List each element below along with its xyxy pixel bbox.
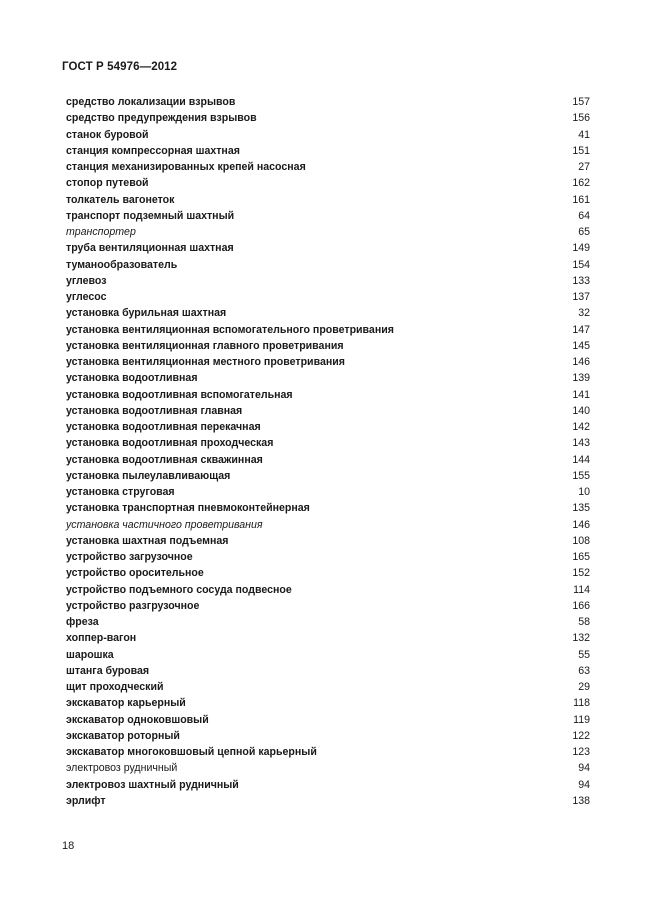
index-entry: [66, 175, 590, 191]
index-term: установка водоотливная вспомогательная: [66, 388, 293, 401]
index-term: установка вентиляционная местного проветривания: [66, 356, 345, 368]
index-page-number: 145: [572, 339, 590, 352]
index-entry: [66, 695, 590, 711]
index-entry: [66, 565, 590, 581]
index-page-number: 63: [578, 664, 590, 677]
index-page-number: 94: [578, 778, 590, 791]
index-entry: [66, 533, 590, 549]
index-entry: [66, 679, 590, 695]
index-page-number: 165: [572, 551, 590, 563]
index-term: устройство оросительное: [66, 567, 204, 580]
index-entry: [66, 305, 590, 321]
index-term: установка водоотливная проходческая: [66, 437, 274, 450]
index-page-number: 123: [572, 746, 590, 758]
index-page-number: 152: [572, 567, 590, 580]
index-entry: [66, 728, 590, 744]
index-entry: [66, 452, 590, 468]
index-page-number: 142: [572, 421, 590, 433]
index-term: толкатель вагонеток: [66, 193, 175, 206]
index-entry: [66, 614, 590, 630]
index-entry: [66, 647, 590, 663]
index-term: хоппер-вагон: [66, 632, 137, 645]
index-page-number: 27: [578, 161, 590, 173]
index-entry: [66, 582, 590, 598]
index-page-number: 151: [572, 144, 590, 157]
index-entry: [66, 257, 590, 273]
index-page-number: 119: [573, 713, 590, 726]
index-page-number: 155: [572, 469, 590, 482]
index-entry: [66, 435, 590, 451]
index-page-number: 141: [572, 388, 590, 401]
index-term: экскаватор карьерный: [66, 697, 186, 710]
index-page-number: 162: [572, 177, 590, 190]
index-term: труба вентиляционная шахтная: [66, 242, 234, 255]
index-page-number: 138: [572, 794, 590, 807]
index-term: установка водоотливная главная: [66, 404, 243, 417]
index-term: углевоз: [66, 274, 107, 287]
index-entry: [66, 712, 590, 728]
index-entry: [66, 127, 590, 143]
index-term: экскаватор роторный: [66, 729, 180, 742]
index-page-number: 137: [572, 291, 590, 303]
index-page-number: 108: [572, 534, 590, 547]
index-term: установка шахтная подъемная: [66, 534, 229, 547]
index-page-number: 156: [572, 112, 590, 125]
index-page-number: 149: [572, 242, 590, 255]
index-entry: [66, 240, 590, 256]
index-entry: [66, 224, 590, 240]
index-entry: [66, 630, 590, 646]
index-term: шарошка: [66, 648, 114, 661]
index-entry: [66, 744, 590, 760]
index-entry: [66, 387, 590, 403]
index-term: эрлифт: [66, 794, 106, 807]
index-entry: [66, 208, 590, 224]
index-term: экскаватор многоковшовый цепной карьерный: [66, 746, 317, 758]
index-page-number: 32: [578, 307, 590, 320]
index-term: электровоз шахтный рудничный: [66, 778, 239, 791]
index-page-number: 146: [572, 518, 590, 531]
index-term: средство локализации взрывов: [66, 96, 236, 108]
index-entry: [66, 663, 590, 679]
index-entry: [66, 403, 590, 419]
index-term: средство предупреждения взрывов: [66, 112, 257, 125]
index-page-number: 118: [573, 697, 590, 710]
index-entry: [66, 354, 590, 370]
index-page-number: 143: [572, 437, 590, 450]
index-entry: [66, 338, 590, 354]
index-page-number: 58: [578, 616, 590, 628]
index-entry: [66, 110, 590, 126]
index-entry: [66, 598, 590, 614]
index-term: устройство подъемного сосуда подвесное: [66, 583, 292, 596]
index-entry: [66, 94, 590, 110]
index-entry: [66, 370, 590, 386]
index-entry: [66, 517, 590, 533]
index-term: туманообразователь: [66, 258, 178, 271]
index-page-number: 139: [572, 372, 590, 385]
page-number: 18: [62, 840, 75, 852]
index-term: станция механизированных крепей насосная: [66, 161, 306, 173]
index-term: стопор путевой: [66, 177, 149, 190]
index-entry: [66, 322, 590, 338]
index-term: установка водоотливная перекачная: [66, 421, 261, 433]
index-entry: [66, 143, 590, 159]
index-page-number: 10: [578, 486, 590, 498]
index-page-number: 29: [578, 681, 590, 693]
index-term: станок буровой: [66, 128, 149, 141]
index-term: установка вентиляционная главного проветривания: [66, 339, 344, 352]
index-term: установка вентиляционная вспомогательного проветривания: [66, 323, 394, 336]
index-entry: [66, 468, 590, 484]
index-page-number: 147: [572, 323, 590, 336]
index-page-number: 135: [572, 502, 590, 515]
index-entry: [66, 289, 590, 305]
index-entry: [66, 793, 590, 809]
index-page-number: 161: [572, 193, 590, 206]
index-entry: [66, 273, 590, 289]
index-page-number: 132: [572, 632, 590, 645]
index-page-number: 114: [573, 583, 590, 596]
index-entry: [66, 192, 590, 208]
index-page-number: 64: [578, 209, 590, 222]
index-term: углесос: [66, 291, 107, 303]
index-page-number: 154: [572, 258, 590, 271]
index-term: устройство разгрузочное: [66, 599, 200, 612]
index-term: устройство загрузочное: [66, 551, 193, 563]
alphabetical-index: [66, 94, 590, 809]
index-term: установка пылеулавливающая: [66, 469, 231, 482]
index-page-number: 122: [572, 729, 590, 742]
index-entry: [66, 777, 590, 793]
index-page-number: 41: [578, 128, 590, 141]
index-term: электровоз рудничный: [66, 762, 178, 775]
index-term: установка транспортная пневмоконтейнерная: [66, 502, 310, 515]
index-page-number: 65: [578, 226, 590, 238]
index-entry: [66, 159, 590, 175]
index-entry: [66, 484, 590, 500]
index-page-number: 166: [572, 599, 590, 612]
index-term: установка водоотливная: [66, 372, 198, 385]
document-header: ГОСТ Р 54976—2012: [62, 61, 178, 73]
index-term: фреза: [66, 616, 99, 628]
index-page-number: 140: [572, 404, 590, 417]
index-page-number: 133: [572, 274, 590, 287]
index-term: станция компрессорная шахтная: [66, 144, 240, 157]
index-entry: [66, 419, 590, 435]
index-entry: [66, 760, 590, 776]
index-term: установка частичного проветривания: [66, 518, 263, 531]
index-entry: [66, 500, 590, 516]
index-term: установка бурильная шахтная: [66, 307, 227, 320]
index-term: щит проходческий: [66, 681, 164, 693]
index-term: штанга буровая: [66, 664, 150, 677]
index-entry: [66, 549, 590, 565]
index-page-number: 94: [578, 762, 590, 775]
index-term: транспорт подземный шахтный: [66, 209, 235, 222]
index-term: установка водоотливная скважинная: [66, 453, 263, 466]
index-page-number: 55: [578, 648, 590, 661]
index-term: экскаватор одноковшовый: [66, 713, 209, 726]
index-term: установка струговая: [66, 486, 175, 498]
index-page-number: 144: [572, 453, 590, 466]
index-term: транспортер: [66, 226, 136, 238]
index-page-number: 157: [572, 96, 590, 108]
index-page-number: 146: [572, 356, 590, 368]
